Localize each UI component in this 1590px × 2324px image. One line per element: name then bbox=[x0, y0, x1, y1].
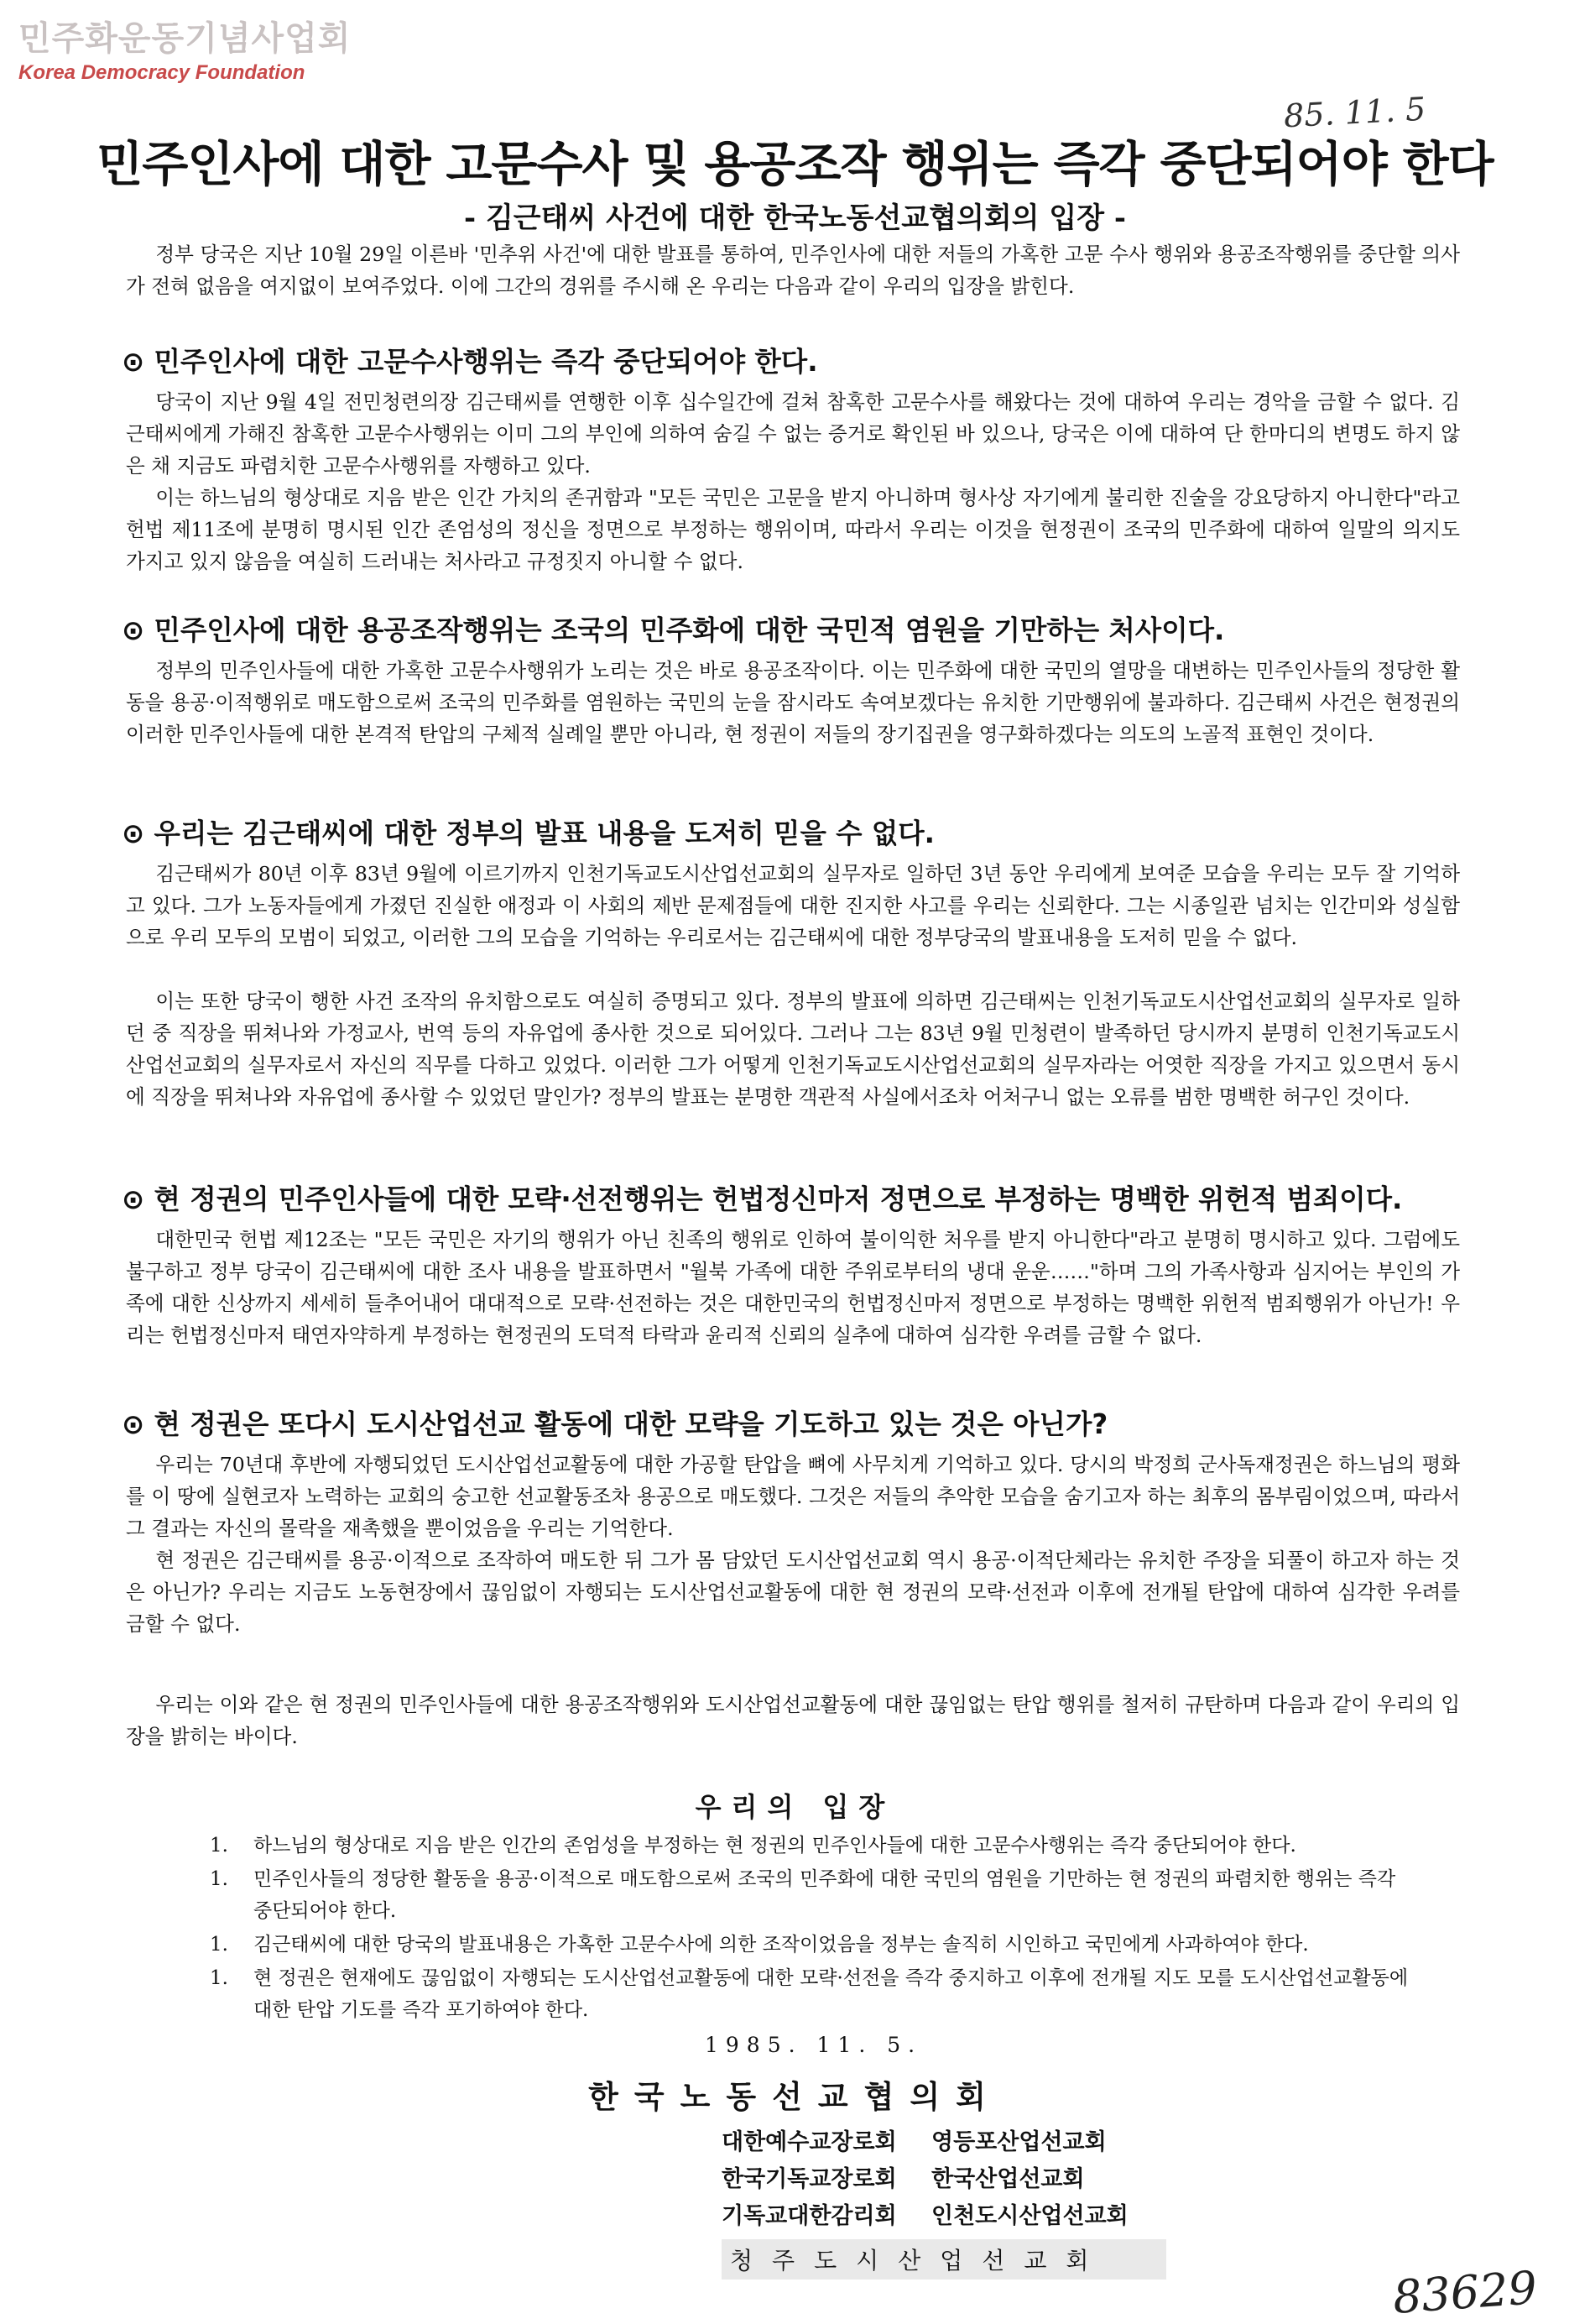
document-title: 민주인사에 대한 고문수사 및 용공조작 행위는 즉각 중단되어야 한다 bbox=[96, 137, 1494, 192]
stance-item bbox=[210, 1863, 1418, 1927]
stance-list bbox=[210, 1830, 1418, 2028]
member-last-row: 청주도시산업선교회 bbox=[722, 2239, 1166, 2280]
organization-name: 한국노동선교협의회 bbox=[588, 2079, 1002, 2115]
stance-item-text: 민주인사들의 정당한 활동을 용공·이적으로 매도함으로써 조국의 민주화에 대한 국민의 염원을 기만하는 현 정권의 파렴치한 행위는 즉각 중단되어야 한다. bbox=[253, 1868, 1396, 1922]
watermark-korean: 민주화운동기념사업회 bbox=[18, 19, 352, 58]
member-denomination: 기독교대한감리회 bbox=[722, 2203, 897, 2229]
stance-title: 우리의 입장 bbox=[695, 1791, 895, 1823]
member-row bbox=[722, 2123, 1191, 2160]
stance-item-number: 1. bbox=[210, 1967, 228, 1989]
section-5-paragraph-2: 현 정권은 김근태씨를 용공·이적으로 조작하여 매도한 뒤 그가 몸 담았던 도시산업선교회 역시 용공·이적단체라는 유치한 주장을 되풀이 하고자 하는 것은 아닌가? 우리는 지금도 노동현장에서 끊임없이 자행되는 도시산업선교활동에 대한 현 정권의 모략·선전과 이후에 전개될 탄압에 대하여 심각한 우려를 금할 수 없다. bbox=[126, 1548, 1460, 1636]
section-1-heading: ⊙ 민주인사에 대한 고문수사행위는 즉각 중단되어야 한다. bbox=[122, 346, 818, 378]
member-mission: 인천도시산업선교회 bbox=[931, 2203, 1129, 2229]
stance-item-text: 하느님의 형상대로 지음 받은 인간의 존엄성을 부정하는 현 정권의 민주인사들에 대한 고문수사행위는 즉각 중단되어야 한다. bbox=[253, 1835, 1296, 1857]
watermark-english: Korea Democracy Foundation bbox=[18, 61, 305, 84]
section-2-heading: ⊙ 민주인사에 대한 용공조작행위는 조국의 민주화에 대한 국민적 염원을 기만하는 처사이다. bbox=[122, 614, 1225, 646]
document-date: 1985. 11. 5. bbox=[705, 2033, 923, 2057]
member-organizations bbox=[722, 2123, 1191, 2234]
member-row bbox=[722, 2160, 1191, 2197]
section-5-paragraph-1: 우리는 70년대 후반에 자행되었던 도시산업선교활동에 대한 가공할 탄압을 뼈에 사무치게 기억하고 있다. 당시의 박정희 군사독재정권은 하느님의 평화를 이 땅에 실현코자 노력하는 교회의 숭고한 선교활동조차 용공으로 매도했다. 그것은 저들의 추악한 모습을 숨기고자 하는 최후의 몸부림이었으며, 따라서 그 결과는 자신의 몰락을 재촉했을 뿐이었음을 우리는 기억한다. bbox=[126, 1453, 1460, 1540]
stance-item-text: 현 정권은 현재에도 끊임없이 자행되는 도시산업선교활동에 대한 모략·선전을 즉각 중지하고 이후에 전개될 지도 모를 도시산업선교활동에 대한 탄압 기도를 즉각 포기하여야 한다. bbox=[253, 1967, 1409, 2021]
section-4-paragraph-1: 대한민국 헌법 제12조는 "모든 국민은 자기의 행위가 아닌 친족의 행위로 인하여 불이익한 처우를 받지 아니한다"라고 분명히 명시하고 있다. 그럼에도 불구하고 정부 당국이 김근태씨에 대한 조사 내용을 발표하면서 "월북 가족에 대한 주위로부터의 냉대 운운……"하며 그의 가족사항과 심지어는 부인의 가족에 대한 신상까지 세세히 들추어내어 대대적으로 모략·선전하는 것은 대한민국의 헌법정신마저 정면으로 부정하는 명백한 위헌적 범죄행위가 아닌가! 우리는 헌법정신마저 태연자약하게 부정하는 현정권의 도덕적 타락과 윤리적 신뢰의 실추에 대하여 심각한 우려를 금할 수 없다. bbox=[126, 1228, 1460, 1347]
handwritten-date: 85. 11. 5 bbox=[1282, 90, 1427, 135]
stance-item bbox=[210, 1962, 1418, 2026]
stance-item bbox=[210, 1929, 1418, 1961]
member-row bbox=[722, 2197, 1191, 2234]
watermark bbox=[18, 12, 351, 85]
member-mission: 한국산업선교회 bbox=[931, 2166, 1085, 2192]
stance-item-text: 김근태씨에 대한 당국의 발표내용은 가혹한 고문수사에 의한 조작이었음을 정부는 솔직히 시인하고 국민에게 사과하여야 한다. bbox=[253, 1934, 1309, 1956]
section-2-paragraph-1: 정부의 민주인사들에 대한 가혹한 고문수사행위가 노리는 것은 바로 용공조작이다. 이는 민주화에 대한 국민의 열망을 대변하는 민주인사들의 정당한 활동을 용공·이적행위로 매도함으로써 조국의 민주화를 염원하는 국민의 눈을 잠시라도 속여보겠다는 유치한 기만행위에 불과하다. 김근태씨 사건은 현정권의 이러한 민주인사들에 대한 본격적 탄압의 구체적 실례일 뿐만 아니라, 현 정권이 저들의 장기집권을 영구화하겠다는 의도의 노골적 표현인 것이다. bbox=[126, 659, 1460, 746]
member-denomination: 대한예수교장로회 bbox=[722, 2129, 897, 2155]
stance-item bbox=[210, 1830, 1418, 1862]
document-subtitle: - 김근태씨 사건에 대한 한국노동선교협의회의 입장 - bbox=[464, 201, 1126, 235]
member-denomination: 한국기독교장로회 bbox=[722, 2166, 897, 2192]
section-5-heading: ⊙ 현 정권은 또다시 도시산업선교 활동에 대한 모략을 기도하고 있는 것은 아닌가? bbox=[122, 1408, 1108, 1440]
closing-paragraph: 우리는 이와 같은 현 정권의 민주인사들에 대한 용공조작행위와 도시산업선교활동에 대한 끊임없는 탄압 행위를 철저히 규탄하며 다음과 같이 우리의 입장을 밝히는 바이다. bbox=[126, 1693, 1460, 1748]
section-3-paragraph-2: 이는 또한 당국이 행한 사건 조작의 유치함으로도 여실히 증명되고 있다. 정부의 발표에 의하면 김근태씨는 인천기독교도시산업선교회의 실무자로 일하던 중 직장을 뛰쳐나와 가정교사, 번역 등의 자유업에 종사한 것으로 되어있다. 그러나 그는 83년 9월 민청련이 발족하던 당시까지 분명히 인천기독교도시산업선교회의 실무자로서 자신의 직무를 다하고 있었다. 이러한 그가 어떻게 인천기독교도시산업선교회의 실무자라는 어엿한 직장을 가지고 있으면서 동시에 직장을 뛰쳐나와 자유업에 종사할 수 있었던 말인가? 정부의 발표는 분명한 객관적 사실에서조차 어처구니 없는 오류를 범한 명백한 허구인 것이다. bbox=[126, 990, 1460, 1109]
section-3-heading: ⊙ 우리는 김근태씨에 대한 정부의 발표 내용을 도저히 믿을 수 없다. bbox=[122, 817, 935, 849]
stance-item-number: 1. bbox=[210, 1835, 228, 1857]
section-1-paragraph-2: 이는 하느님의 형상대로 지음 받은 인간 가치의 존귀함과 "모든 국민은 고문을 받지 아니하며 형사상 자기에게 불리한 진술을 강요당하지 아니한다"라고 헌법 제11조에 분명히 명시된 인간 존엄성의 정신을 정면으로 부정하는 행위이며, 따라서 우리는 이것을 현정권이 조국의 민주화에 대하여 일말의 의지도 가지고 있지 않음을 여실히 드러내는 처사라고 규정짓지 아니할 수 없다. bbox=[126, 486, 1460, 573]
stance-item-number: 1. bbox=[210, 1934, 228, 1956]
intro-paragraph: 정부 당국은 지난 10월 29일 이른바 '민추위 사건'에 대한 발표를 통하여, 민주인사에 대한 저들의 가혹한 고문 수사 행위와 용공조작행위를 중단할 의사가 전혀 없음을 여지없이 보여주었다. 이에 그간의 경위를 주시해 온 우리는 다음과 같이 우리의 입장을 밝힌다. bbox=[126, 243, 1460, 298]
member-mission: 영등포산업선교회 bbox=[931, 2129, 1107, 2155]
handwritten-number: 83629 bbox=[1391, 2261, 1539, 2324]
section-3-paragraph-1: 김근태씨가 80년 이후 83년 9월에 이르기까지 인천기독교도시산업선교회의 실무자로 일하던 3년 동안 우리에게 보여준 모습을 우리는 모두 잘 기억하고 있다. 그가 노동자들에게 가졌던 진실한 애정과 이 사회의 제반 문제점들에 대한 진지한 사고를 우리는 신뢰한다. 그는 시종일관 넘치는 인간미와 성실함으로 우리 모두의 모범이 되었고, 이러한 그의 모습을 기억하는 우리로서는 김근태씨에 대한 정부당국의 발표내용을 도저히 믿을 수 없다. bbox=[126, 862, 1460, 949]
section-4-heading: ⊙ 현 정권의 민주인사들에 대한 모략·선전행위는 헌법정신마저 정면으로 부정하는 명백한 위헌적 범죄이다. bbox=[122, 1183, 1403, 1215]
section-1-paragraph-1: 당국이 지난 9월 4일 전민청련의장 김근태씨를 연행한 이후 십수일간에 걸쳐 참혹한 고문수사를 해왔다는 것에 대하여 우리는 경악을 금할 수 없다. 김근태씨에게 가해진 참혹한 고문수사행위는 이미 그의 부인에 의하여 숨길 수 없는 증거로 확인된 바 있으나, 당국은 이에 대하여 단 한마디의 변명도 하지 않은 채 지금도 파렴치한 고문수사행위를 자행하고 있다. bbox=[126, 390, 1460, 478]
stance-item-number: 1. bbox=[210, 1868, 228, 1890]
